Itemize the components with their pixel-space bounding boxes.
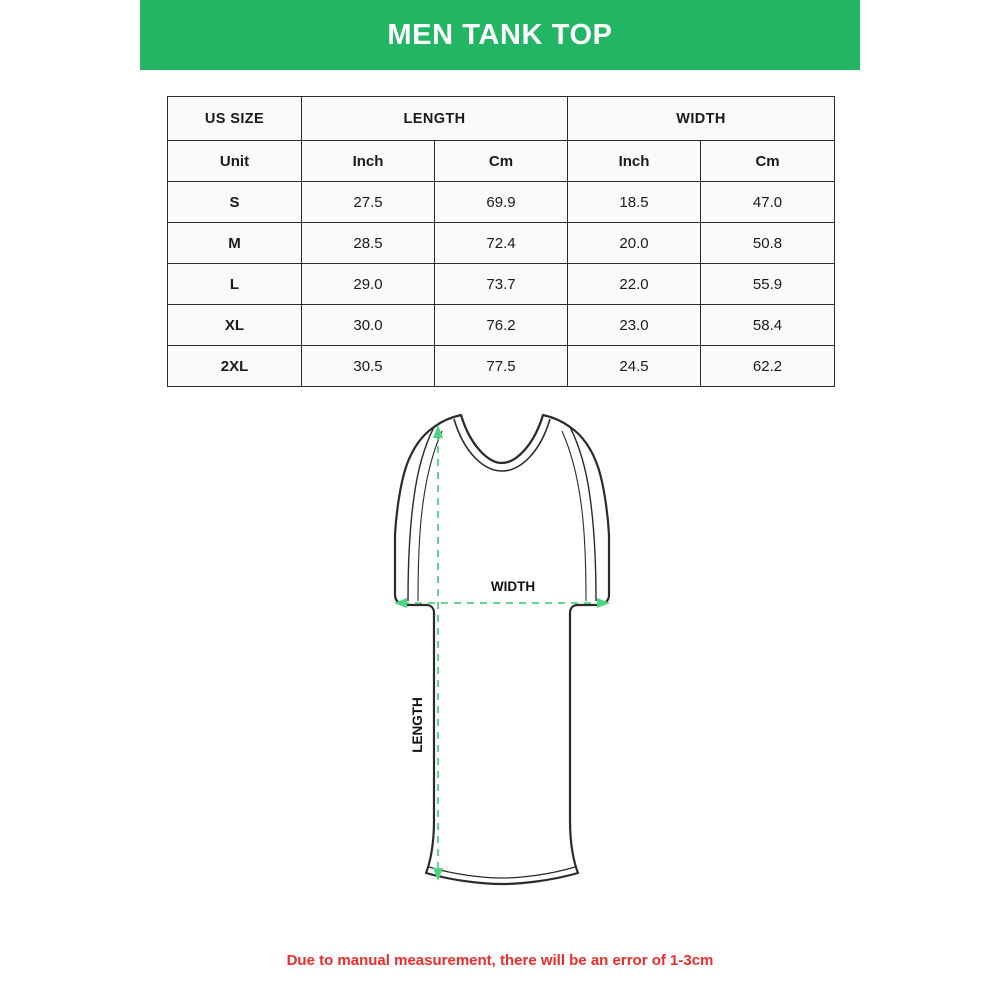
width-inch-value: 24.5 bbox=[568, 346, 701, 387]
unit-length-cm: Cm bbox=[435, 141, 568, 182]
header-banner bbox=[140, 0, 860, 70]
size-label: S bbox=[168, 182, 302, 223]
table-unit-row bbox=[168, 141, 835, 182]
unit-label: Unit bbox=[168, 141, 302, 182]
width-cm-value: 55.9 bbox=[701, 264, 835, 305]
size-label: XL bbox=[168, 305, 302, 346]
width-cm-value: 62.2 bbox=[701, 346, 835, 387]
size-label: 2XL bbox=[168, 346, 302, 387]
width-inch-value: 18.5 bbox=[568, 182, 701, 223]
table-row bbox=[168, 264, 835, 305]
size-label: L bbox=[168, 264, 302, 305]
column-header-length: LENGTH bbox=[302, 97, 568, 141]
width-cm-value: 58.4 bbox=[701, 305, 835, 346]
measurement-disclaimer: Due to manual measurement, there will be an error of 1-3cm bbox=[286, 952, 714, 969]
size-table bbox=[167, 96, 835, 387]
column-header-us-size: US SIZE bbox=[168, 97, 302, 141]
length-cm-value: 69.9 bbox=[435, 182, 568, 223]
length-cm-value: 76.2 bbox=[435, 305, 568, 346]
table-header-row bbox=[168, 97, 835, 141]
width-inch-value: 20.0 bbox=[568, 223, 701, 264]
unit-length-inch: Inch bbox=[302, 141, 435, 182]
length-cm-value: 73.7 bbox=[435, 264, 568, 305]
column-header-width: WIDTH bbox=[568, 97, 835, 141]
length-inch-value: 28.5 bbox=[302, 223, 435, 264]
length-guide-label: LENGTH bbox=[410, 697, 425, 753]
width-inch-value: 23.0 bbox=[568, 305, 701, 346]
unit-width-inch: Inch bbox=[568, 141, 701, 182]
width-cm-value: 47.0 bbox=[701, 182, 835, 223]
width-inch-value: 22.0 bbox=[568, 264, 701, 305]
size-label: M bbox=[168, 223, 302, 264]
width-cm-value: 50.8 bbox=[701, 223, 835, 264]
length-cm-value: 77.5 bbox=[435, 346, 568, 387]
tank-top-illustration bbox=[330, 405, 670, 915]
size-table-container bbox=[167, 96, 834, 387]
table-row bbox=[168, 346, 835, 387]
length-inch-value: 30.5 bbox=[302, 346, 435, 387]
length-inch-value: 30.0 bbox=[302, 305, 435, 346]
length-inch-value: 29.0 bbox=[302, 264, 435, 305]
length-inch-value: 27.5 bbox=[302, 182, 435, 223]
length-cm-value: 72.4 bbox=[435, 223, 568, 264]
unit-width-cm: Cm bbox=[701, 141, 835, 182]
table-row bbox=[168, 223, 835, 264]
width-guide-label: WIDTH bbox=[490, 579, 536, 594]
table-row bbox=[168, 305, 835, 346]
page-title: MEN TANK TOP bbox=[387, 18, 613, 51]
garment-outline-icon bbox=[395, 415, 609, 884]
table-row bbox=[168, 182, 835, 223]
